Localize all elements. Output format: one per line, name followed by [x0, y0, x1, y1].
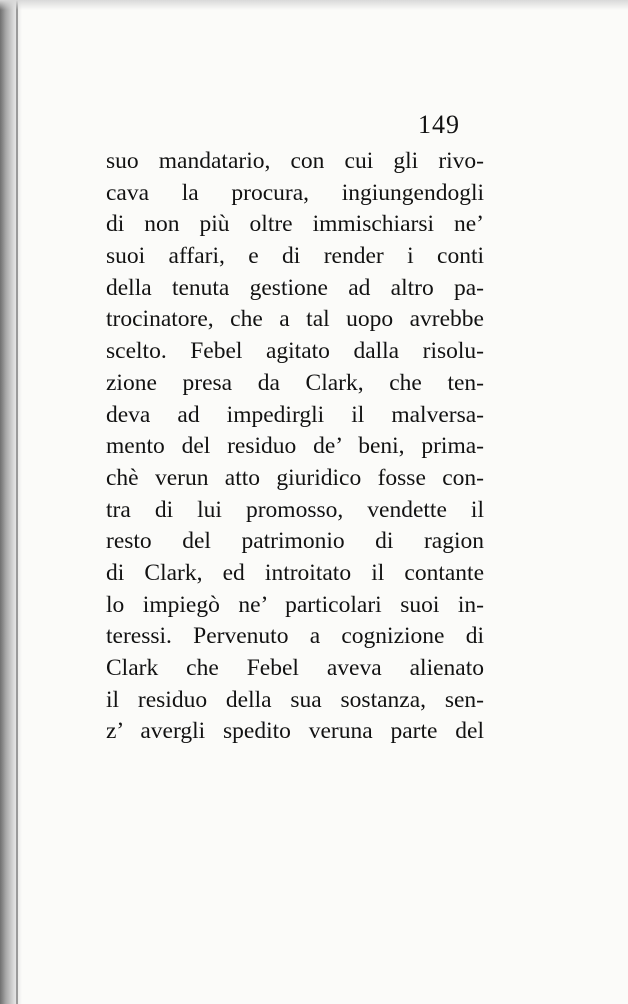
page-binding-line [16, 0, 18, 1004]
text-line: cava la procura, ingiungendogli [106, 179, 484, 206]
text-line: trocinatore, che a tal uopo avrebbe [106, 306, 484, 333]
text-line: chè verun atto giuridico fosse con- [106, 464, 484, 491]
text-line: di Clark, ed introitato il contante [106, 559, 484, 586]
text-line: suo mandatario, con cui gli rivo- [106, 148, 484, 174]
text-line: Clark che Febel aveva alienato [106, 655, 484, 681]
text-line: il residuo della sua sostanza, sen- [106, 686, 484, 713]
text-line: lo impiegò ne’ particolari suoi in- [106, 591, 484, 618]
page-number: 149 [418, 110, 460, 139]
body-text [106, 146, 484, 748]
text-line: scelto. Febel agitato dalla risolu- [106, 338, 484, 365]
text-line: deva ad impedirgli il malversa- [106, 401, 484, 428]
page-binding-edge [0, 0, 22, 1004]
text-line: resto del patrimonio di ragion [106, 528, 484, 555]
text-line: z’ avergli spedito veruna parte del [106, 718, 484, 745]
text-line: zione presa da Clark, che ten- [106, 369, 484, 396]
text-line: di non più oltre immischiarsi ne’ [106, 211, 484, 238]
text-line: teressi. Pervenuto a cognizione di [106, 623, 484, 650]
text-line: tra di lui promosso, vendette il [106, 496, 484, 523]
page-top-shadow [0, 0, 628, 10]
text-line: della tenuta gestione ad altro pa- [106, 274, 484, 301]
text-line: suoi affari, e di render i conti [106, 243, 484, 270]
text-line: mento del residuo de’ beni, prima- [106, 433, 484, 460]
